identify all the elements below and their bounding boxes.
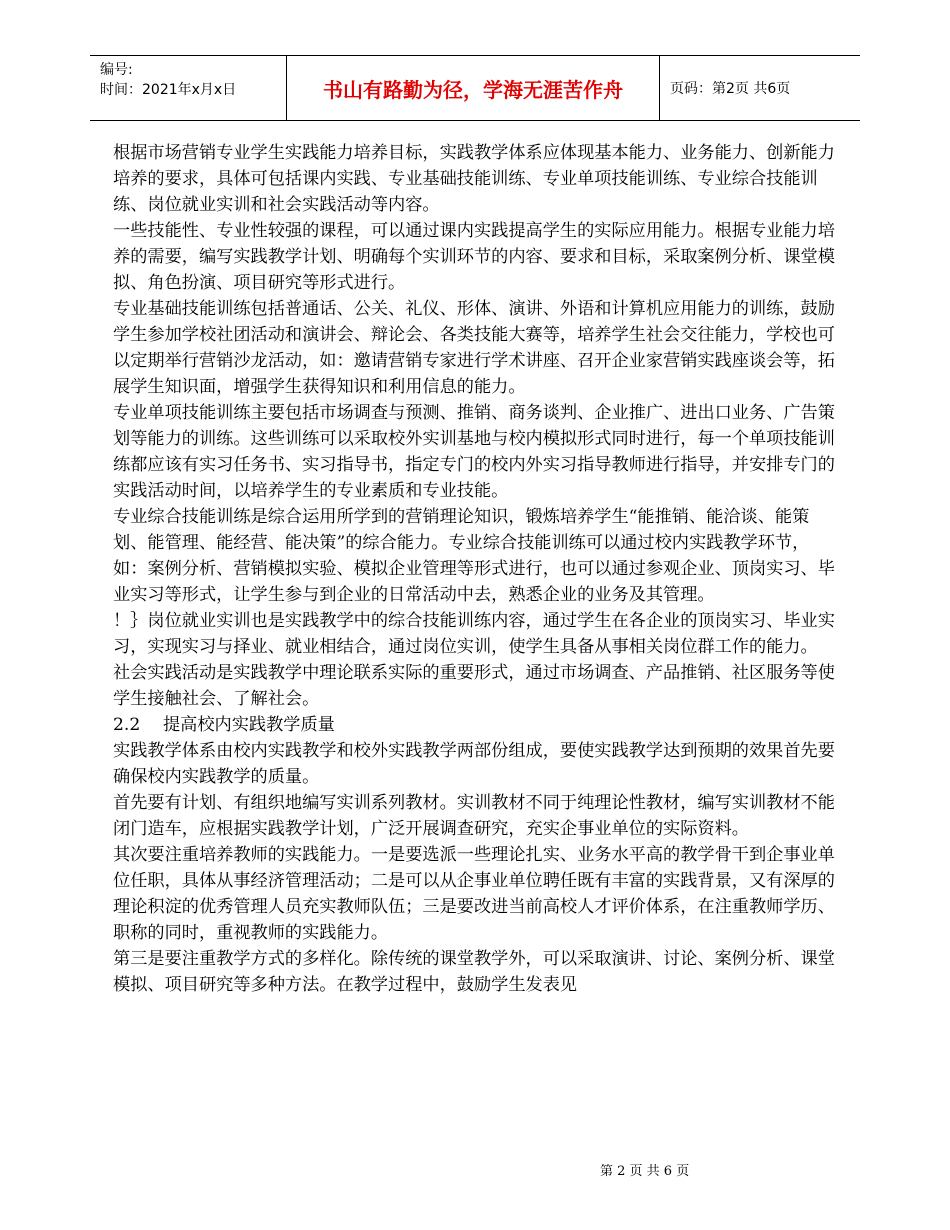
paragraph: 专业综合技能训练是综合运用所学到的营销理论知识，锻炼培养学生“能推销、能洽谈、能策划、能管理、能经营、能决策”的综合能力。专业综合技能训练可以通过校内实践教学环节，如：案例分析、营销模拟实验、模拟企业管理等形式进行，也可以通过参观企业、顶岗实习、毕业实习等形式，让学生参与到企业的日常活动中去，熟悉企业的业务及其管理。 (113, 507, 835, 605)
paragraph: 首先要有计划、有组织地编写实训系列教材。实训教材不同于纯理论性教材，编写实训教材不能闭门造车，应根据实践教学计划，广泛开展调查研究，充实企事业单位的实际资料。 (113, 793, 835, 839)
paragraph: ！｝岗位就业实训也是实践教学中的综合技能训练内容，通过学生在各企业的顶岗实习、毕业实习，实现实习与择业、就业相结合，通过岗位实训，使学生具备从事相关岗位群工作的能力。 (113, 611, 835, 657)
header-page-info: 页码：第2页 共6页 (670, 81, 791, 97)
section-heading: 2.2 提高校内实践教学质量 (113, 715, 335, 735)
page-footer: 第 2 页 共 6 页 (600, 1164, 690, 1179)
paragraph: 其次要注重培养教师的实践能力。一是要选派一些理论扎实、业务水平高的教学骨干到企事业单位任职，具体从事经济管理活动；二是可以从企事业单位聘任既有丰富的实践背景，又有深厚的理论积淀的优秀管理人员充实教师队伍；三是要改进当前高校人才评价体系，在注重教师学历、职称的同时，重视教师的实践能力。 (113, 845, 835, 943)
paragraph: 实践教学体系由校内实践教学和校外实践教学两部份组成，要使实践教学达到预期的效果首先要确保校内实践教学的质量。 (113, 741, 835, 787)
paragraph: 专业单项技能训练主要包括市场调查与预测、推销、商务谈判、企业推广、进出口业务、广告策划等能力的训练。这些训练可以采取校外实训基地与校内模拟形式同时进行，每一个单项技能训练都应该有实习任务书、实习指导书，指定专门的校内外实习指导教师进行指导，并安排专门的实践活动时间，以培养学生的专业素质和专业技能。 (113, 403, 835, 501)
paragraph: 根据市场营销专业学生实践能力培养目标，实践教学体系应体现基本能力、业务能力、创新能力培养的要求，具体可包括课内实践、专业基础技能训练、专业单项技能训练、专业综合技能训练、岗位就业实训和社会实践活动等内容。 (113, 143, 835, 215)
document-body (113, 140, 843, 998)
paragraph: 专业基础技能训练包括普通话、公关、礼仪、形体、演讲、外语和计算机应用能力的训练，鼓励学生参加学校社团活动和演讲会、辩论会、各类技能大赛等，培养学生社会交往能力，学校也可以定期举行营销沙龙活动，如：邀请营销专家进行学术讲座、召开企业家营销实践座谈会等，拓展学生知识面，增强学生获得知识和利用信息的能力。 (113, 299, 835, 397)
paragraph: 一些技能性、专业性较强的课程，可以通过课内实践提高学生的实际应用能力。根据专业能力培养的需要，编写实践教学计划、明确每个实训环节的内容、要求和目标，采取案例分析、课堂模拟、角色扮演、项目研究等形式进行。 (113, 221, 835, 293)
page-header (90, 55, 860, 121)
header-meta (100, 60, 286, 100)
document-number-label: 编号: (100, 62, 133, 78)
paragraph: 社会实践活动是实践教学中理论联系实际的重要形式，通过市场调查、产品推销、社区服务等使学生接触社会、了解社会。 (113, 663, 835, 709)
paragraph: 第三是要注重教学方式的多样化。除传统的课堂教学外，可以采取演讲、讨论、案例分析、课堂模拟、项目研究等多种方法。在教学过程中，鼓励学生发表见 (113, 949, 835, 995)
document-time: 时间：2021年x月x日 (100, 82, 237, 98)
header-motto: 书山有路勤为径，学海无涯苦作舟 (286, 56, 660, 120)
